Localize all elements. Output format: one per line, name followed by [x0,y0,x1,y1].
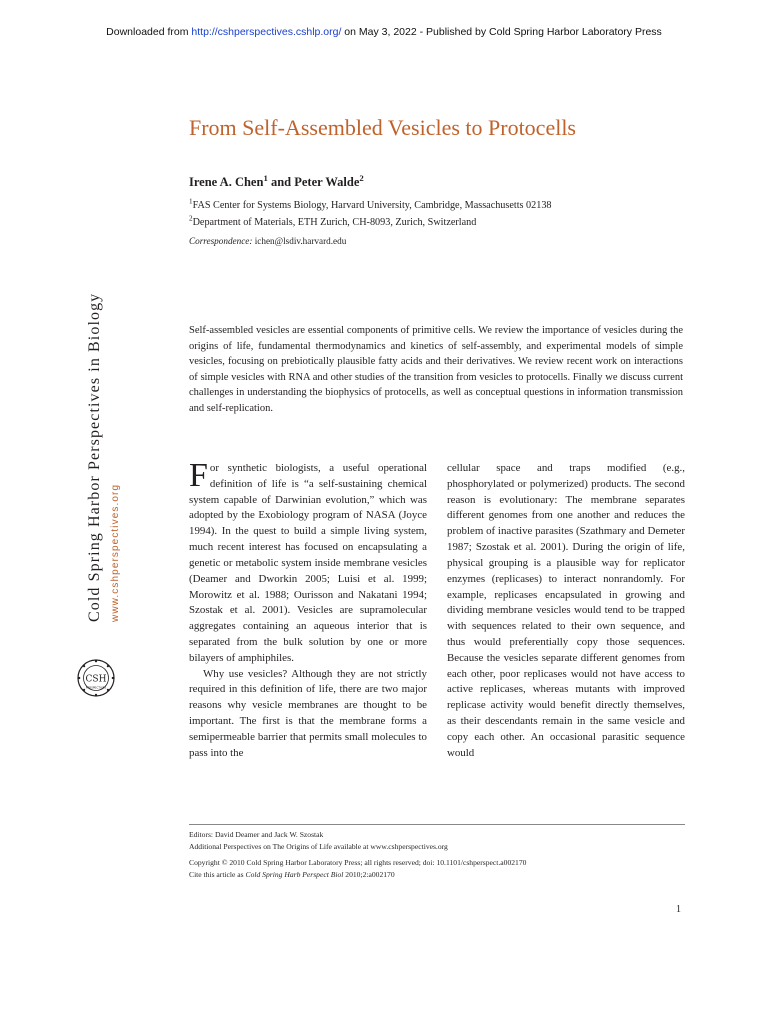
abstract: Self-assembled vesicles are essential components of primitive cells. We review the importance of vesicles during the origins of life, fundamental thermodynamics and kinetics of self-assembly, and experimental models of simple vesicles, focusing on prebiotically plausible fatty acids and their derivatives. We review recent work on interactions of simple vesicles with RNA and other studies of the transition from vesicles to protocells. Finally we discuss current challenges in understanding the biophysics of protocells, as well as conceptual questions in information transmission and self-replication. [189,325,683,414]
journal-name-vertical: Cold Spring Harbor Perspectives in Biology [86,292,103,622]
drop-cap: F [189,457,208,494]
article-title: From Self-Assembled Vesicles to Protocells [189,115,576,140]
affiliation-marker: 2 [359,172,364,183]
source-link[interactable]: http://cshperspectives.cshlp.org/ [191,26,342,38]
footer-copyright: Copyright © 2010 Cold Spring Harbor Laboratory Press; all rights reserved; doi: 10.1101/cshperspect.a002170 [189,858,527,867]
affiliation-marker: 2 [189,214,193,223]
banner-prefix: Downloaded from [106,26,192,38]
affiliation-marker: 1 [263,172,268,183]
footer-editors: Editors: David Deamer and Jack W. Szostak [189,830,324,839]
affiliation [189,214,477,228]
citation-suffix: 2010;2:a002170 [343,870,395,879]
footer-divider [189,824,685,825]
logo-perspectives-text: PERSPECTIVES [85,685,107,690]
paragraph-text: or synthetic biologists, a useful operational definition of life is “a self-sustaining chemical system capable of Darwinian evolution,” which was adopted by the Exobiology program of NASA (Joyce 1994). In the quest to build a simple living system, much recent interest has focused on encapsulating a genetic or metabolic system inside membrane vesicles (Deamer and Dworkin 2005; Luisi et al. 1999; Morowitz et al. 1988; Ourisson and Nakatani 1994; Szostak et al. 2001). Vesicles are supramolecular aggregates containing an aqueous interior that is separated from the bulk solution by one or more bilayers of amphiphiles. [189,462,427,664]
body-column-right [447,461,685,761]
body-paragraph: Why use vesicles? Although they are not strictly required in this definition of life, there are two major reasons why vesicle membranes are thought to be important. The first is that the membrane forms a semipermeable barrier that permits small molecules to pass into the [189,667,427,759]
page-number: 1 [676,904,681,915]
correspondence-email: ichen@lsdiv.harvard.edu [252,236,347,246]
body-column-left [189,457,427,761]
logo-csh-text: CSH [85,674,107,685]
affiliation-text: Department of Materials, ETH Zurich, CH-8093, Zurich, Switzerland [192,217,477,228]
body-paragraph [189,457,427,667]
journal-url-vertical: www.cshperspectives.org [110,483,121,622]
citation-journal: Cold Spring Harb Perspect Biol [245,870,344,879]
csh-logo-icon [76,658,116,698]
banner-suffix: on May 3, 2022 - Published by Cold Spring Harbor Laboratory Press [341,26,662,38]
affiliation-text: FAS Center for Systems Biology, Harvard University, Cambridge, Massachusetts 02138 [192,200,552,211]
body-paragraph: cellular space and traps modified (e.g., phosphorylated or polymerized) products. The second reason is evolutionary: The membrane separates different genomes from one another and reduces the problem of inactive parasites (Szathmary and Demeter 1987; Szostak et al. 2001). During the origin of life, physical grouping is a plausible way for replicator enzymes (replicases) to interact nonrandomly. For example, replicases encapsulated in growing and dividing membrane vesicles would tend to be trapped with sequences related to their own sequence, and thus would preferentially copy those sequences. Because the vesicles separate different genomes from each other, poor replicases would not have access to active replicases, whereas mutants with improved replicase activity would benefit directly themselves, as their descendants remain in the same vesicle and copy each other. An occasional parasitic sequence would [447,462,685,759]
author-list [189,172,364,190]
download-banner [0,26,768,38]
footer-additional-perspectives: Additional Perspectives on The Origins of Life available at www.cshperspectives.org [189,842,448,851]
affiliation-marker: 1 [189,197,193,206]
citation-prefix: Cite this article as [189,870,246,879]
author-name: Irene A. Chen [189,175,264,189]
affiliation [189,197,552,211]
correspondence-label: Correspondence: [189,236,253,246]
footer-citation [189,870,395,879]
correspondence [189,236,346,246]
author-name: and Peter Walde [267,175,360,189]
